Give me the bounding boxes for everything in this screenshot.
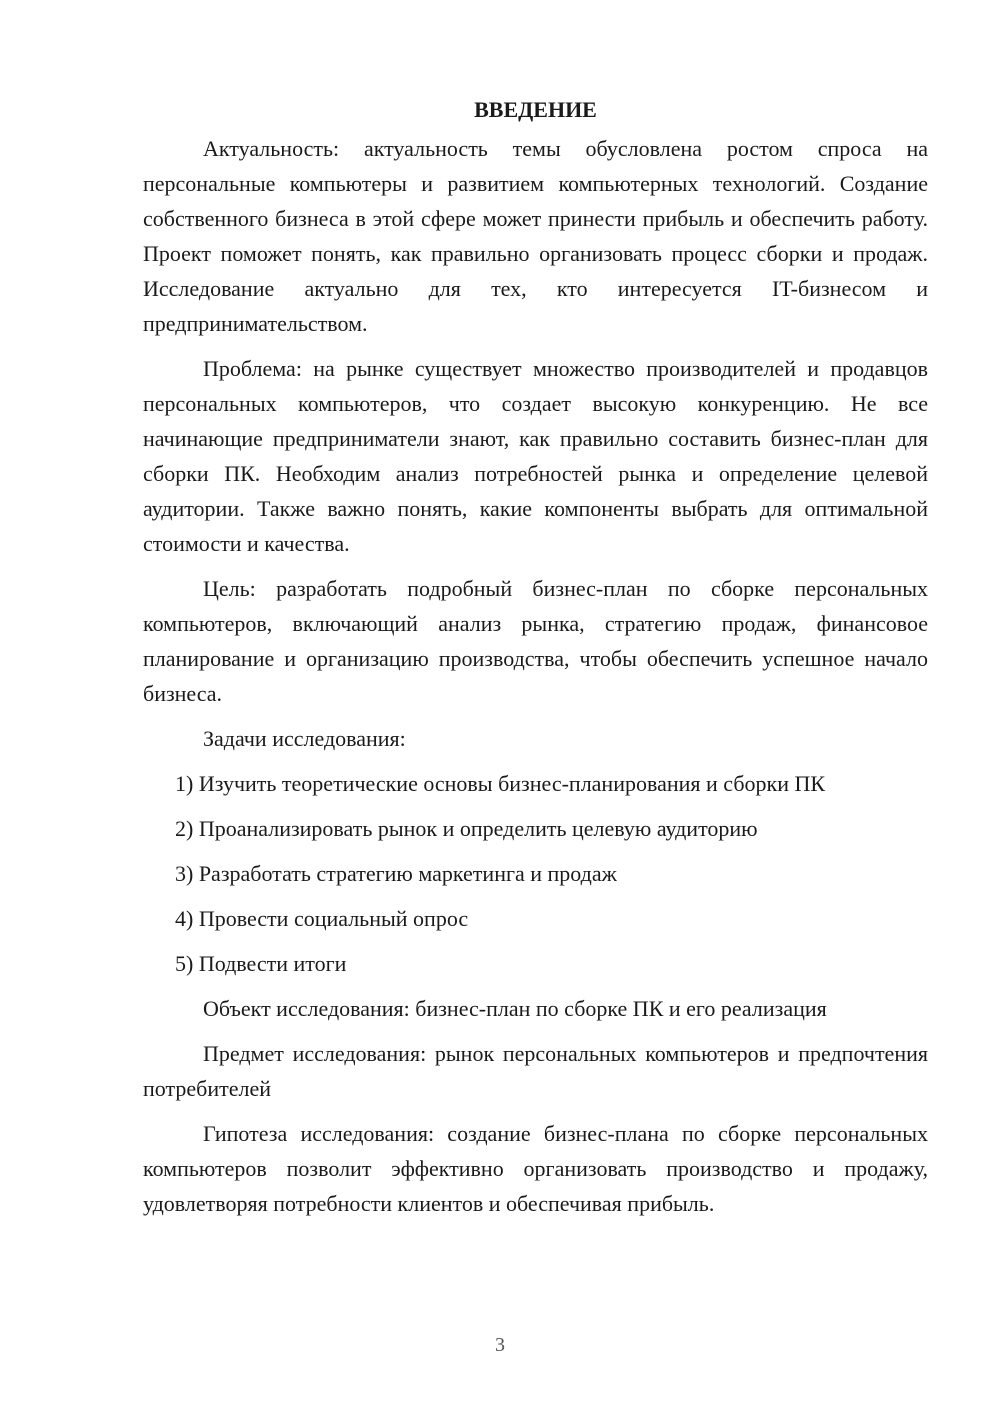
relevance-paragraph: Актуальность: актуальность темы обусловлена ростом спроса на персональные компьютеры и развитием компьютерных технологий. Создание собственного бизнеса в этой сфере может принести прибыль и обеспечить работу. Проект поможет понять, как правильно организовать процесс сборки и продаж. Исследование актуально для тех, кто интересуется IT-бизнесом и предпринимательством. xyxy=(143,136,928,336)
subject-paragraph: Предмет исследования: рынок персональных компьютеров и предпочтения потребителей xyxy=(143,1041,928,1101)
task-item: 4) Провести социальный опрос xyxy=(175,906,469,931)
goal-paragraph: Цель: разработать подробный бизнес-план по сборке персональных компьютеров, включающий анализ рынка, стратегию продаж, финансовое планирование и организацию производства, чтобы обеспечить успешное начало бизнеса. xyxy=(143,576,928,706)
problem-paragraph: Проблема: на рынке существует множество производителей и продавцов персональных компьютеров, что создает высокую конкуренцию. Не все начинающие предприниматели знают, как правильно составить бизнес-план для сборки ПК. Необходим анализ потребностей рынка и определение целевой аудитории. Также важно понять, какие компоненты выбрать для оптимальной стоимости и качества. xyxy=(143,356,928,556)
section-title: ВВЕДЕНИЕ xyxy=(474,97,597,122)
task-item: 2) Проанализировать рынок и определить целевую аудиторию xyxy=(175,816,758,841)
document-page xyxy=(143,92,928,1231)
task-item: 1) Изучить теоретические основы бизнес-планирования и сборки ПК xyxy=(175,771,826,796)
tasks-heading: Задачи исследования: xyxy=(203,726,406,751)
task-item: 5) Подвести итоги xyxy=(175,951,347,976)
hypothesis-paragraph: Гипотеза исследования: создание бизнес-плана по сборке персональных компьютеров позволит эффективно организовать производство и продажу, удовлетворяя потребности клиентов и обеспечивая прибыль. xyxy=(143,1121,928,1216)
tasks-list xyxy=(143,766,928,981)
task-item: 3) Разработать стратегию маркетинга и продаж xyxy=(175,861,617,886)
object-paragraph: Объект исследования: бизнес-план по сборке ПК и его реализация xyxy=(203,996,827,1021)
page-number: 3 xyxy=(495,1334,505,1356)
